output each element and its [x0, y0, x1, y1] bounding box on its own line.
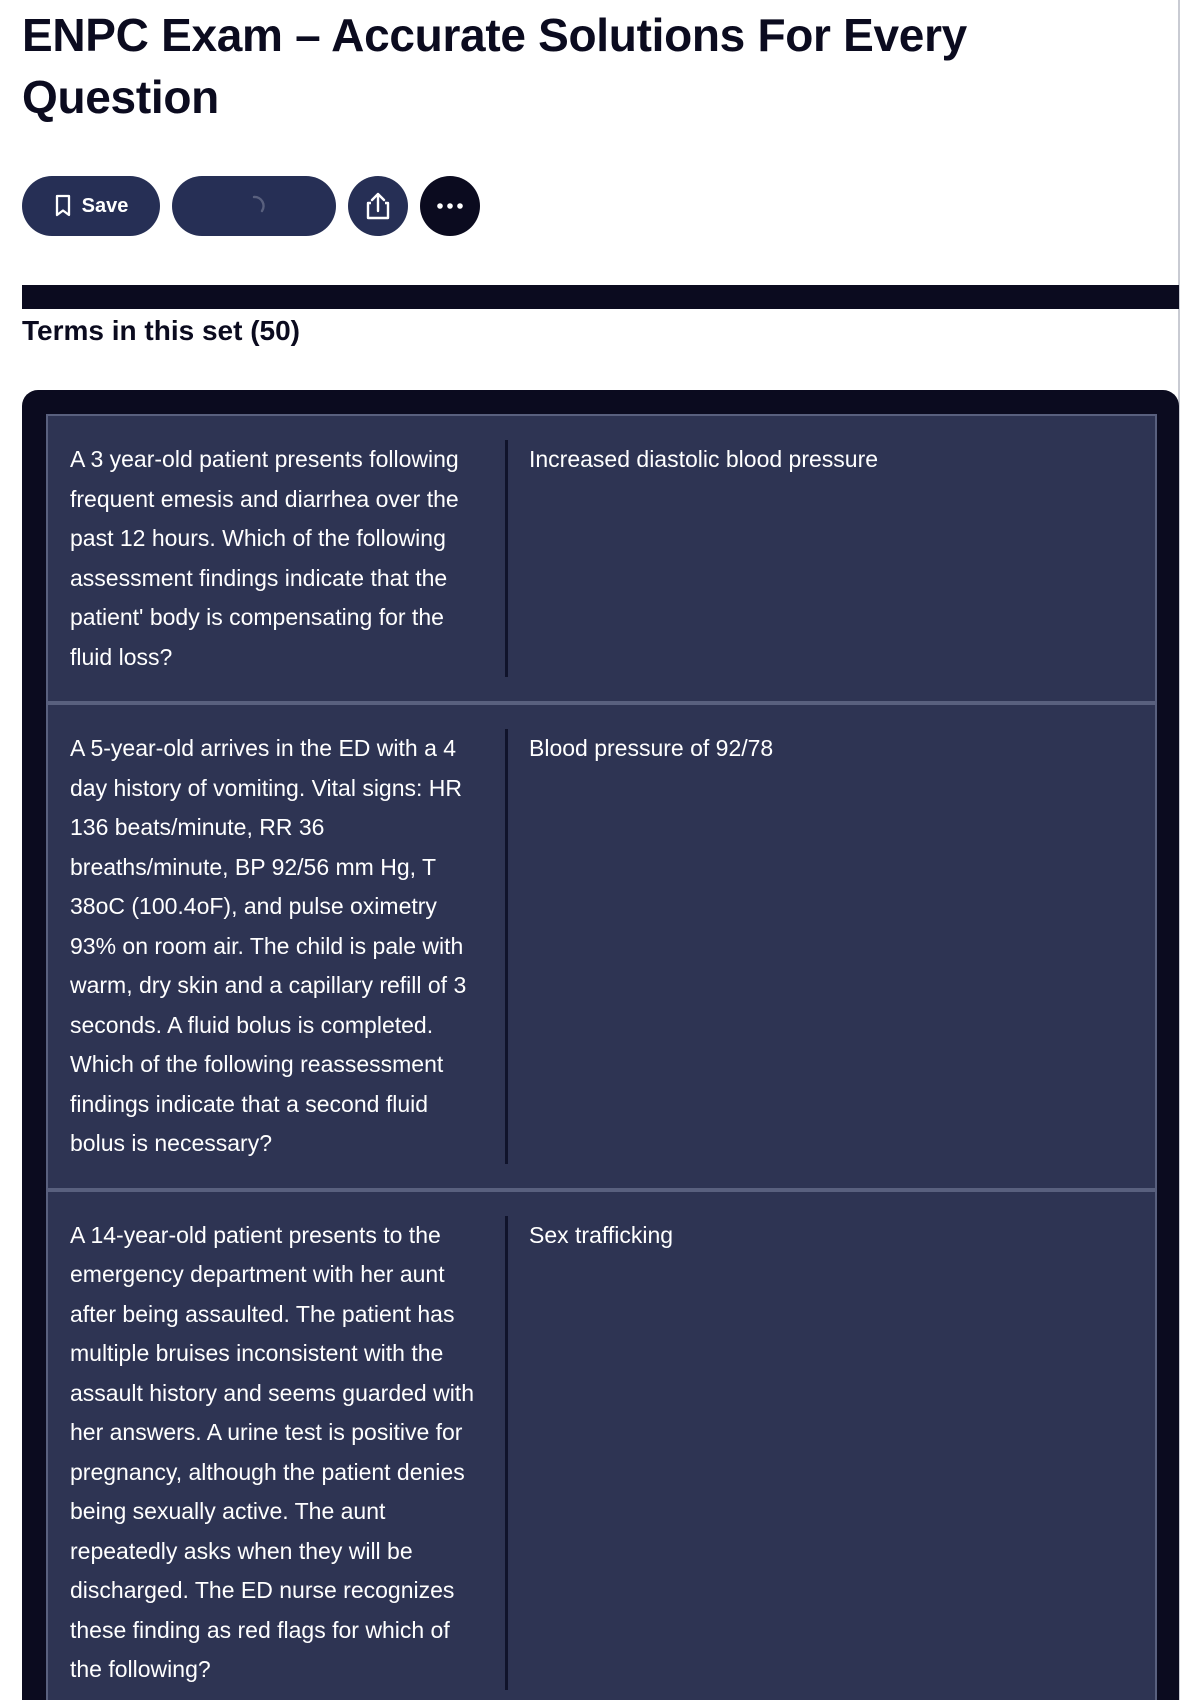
- term-card[interactable]: [46, 703, 1157, 1190]
- term-card[interactable]: [46, 414, 1157, 703]
- term-question: A 3 year-old patient presents following frequent emesis and diarrhea over the past 12 hours. Which of the following assessment findings indicate that the patient' body is compensating for the fluid loss?: [70, 440, 508, 677]
- more-options-button[interactable]: [420, 176, 480, 236]
- save-button-label: Save: [81, 194, 129, 217]
- spinner-icon: [239, 191, 269, 221]
- more-options-icon: [434, 201, 466, 211]
- loading-action-button[interactable]: [172, 176, 336, 236]
- term-list: [46, 414, 1157, 1700]
- term-answer: Increased diastolic blood pressure: [529, 446, 879, 472]
- share-icon: [363, 190, 393, 222]
- term-card[interactable]: [46, 1190, 1157, 1700]
- set-actions-toolbar: [22, 176, 480, 236]
- share-button[interactable]: [348, 176, 408, 236]
- terms-heading: Terms in this set (50): [22, 315, 301, 346]
- page-title: ENPC Exam – Accurate Solutions For Every Question: [22, 9, 967, 123]
- save-button[interactable]: [22, 176, 160, 236]
- term-question: A 14-year-old patient presents to the emergency department with her aunt after being assaulted. The patient has multiple bruises inconsistent with the assault history and seems guarded with her answers. A urine test is positive for pregnancy, although the patient denies being sexually active. The aunt repeatedly asks when they will be discharged. The ED nurse recognizes these finding as red flags for which of the following?: [70, 1216, 508, 1690]
- section-divider-bar: [22, 285, 1179, 309]
- term-answer: Blood pressure of 92/78: [529, 735, 774, 761]
- term-answer: Sex trafficking: [529, 1221, 674, 1248]
- bookmark-icon: [54, 194, 72, 218]
- term-question: A 5-year-old arrives in the ED with a 4 day history of vomiting. Vital signs: HR 136 beats/minute, RR 36 breaths/minute, BP 92/56 mm Hg, T 38oC (100.4oF), and pulse oximetry 93% on room air. The child is pale with warm, dry skin and a capillary refill of 3 seconds. A fluid bolus is completed. Which of the following reassessment findings indicate that a second fluid bolus is necessary?: [70, 729, 508, 1164]
- terms-list-panel: [22, 390, 1179, 1700]
